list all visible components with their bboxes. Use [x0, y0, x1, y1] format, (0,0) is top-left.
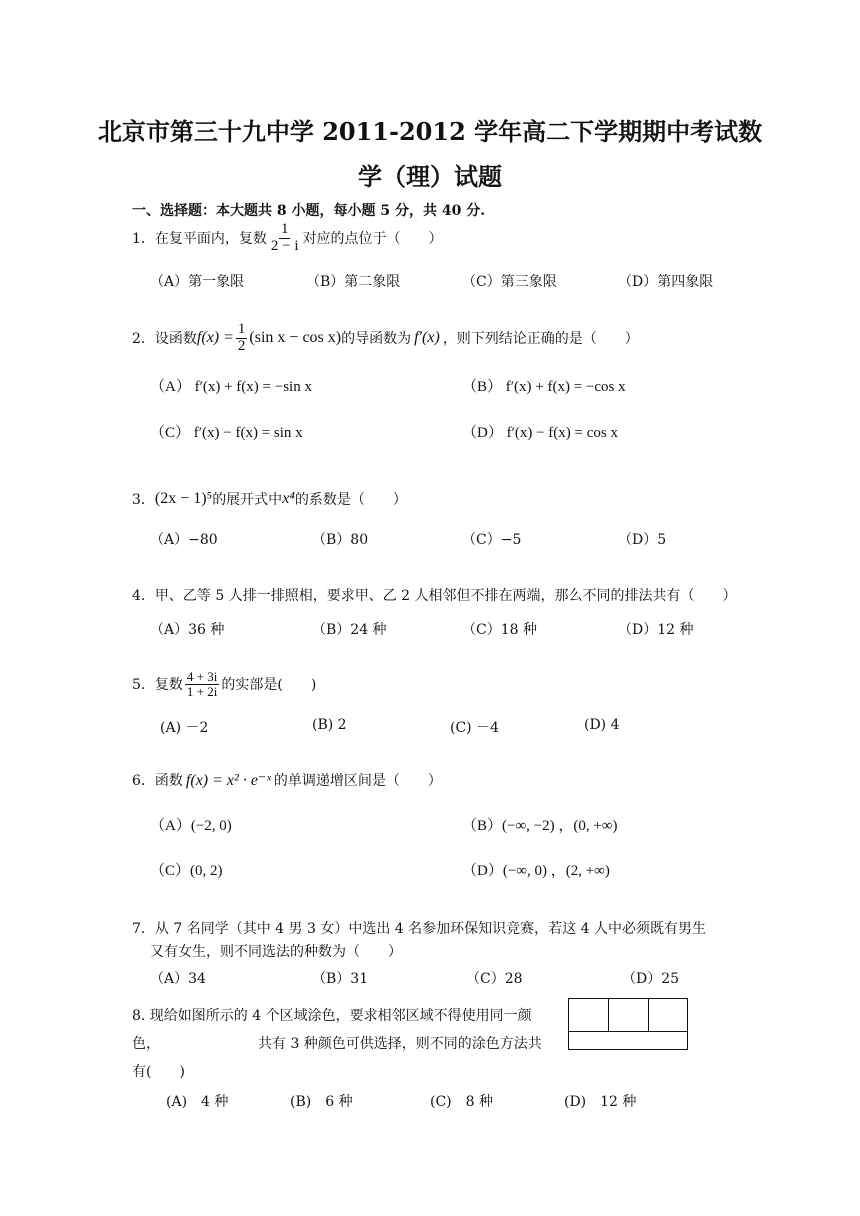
- question-1-fraction-numerator: 1: [280, 221, 289, 237]
- page-title-line1: 北京市第三十九中学 2011-2012 学年高二下学期期中考试数: [97, 117, 763, 146]
- coloring-regions-figure: [568, 998, 688, 1050]
- question-2-option-c: （C） f′(x) − f(x) = sin x: [150, 425, 303, 441]
- page-title-line2: 学（理）试题: [358, 162, 502, 191]
- question-6-stem: [132, 770, 442, 790]
- region-2: [609, 999, 649, 1032]
- question-6-option-d: （D）(−∞, 0) ，(2, +∞): [462, 863, 610, 879]
- question-3-option-b: （B）80: [312, 532, 369, 548]
- question-2-fraction-denominator: 2: [237, 337, 246, 354]
- question-6-option-c: （C）(0, 2): [150, 863, 223, 879]
- question-2-option-b: （B） f′(x) + f(x) = −cos x: [462, 379, 626, 395]
- question-8-stem-line2b: 共有 3 种颜色可供选择，则不同的涂色方法共: [258, 1036, 542, 1052]
- question-2-stem-mid: 的导函数为: [341, 331, 412, 348]
- question-5-fraction-numerator: 4 + 3i: [186, 669, 218, 684]
- question-3-stem-mid: 的展开式中: [212, 492, 283, 508]
- question-7-option-a: （A）34: [150, 971, 206, 987]
- question-3-stem-post: 的系数是（ ）: [294, 492, 407, 508]
- region-4: [569, 1032, 687, 1049]
- question-2-option-d: （D） f′(x) − f(x) = cos x: [462, 425, 618, 441]
- question-4-option-a: （A）36 种: [150, 622, 225, 638]
- question-1-option-c: （C）第三象限: [462, 274, 557, 290]
- question-7-option-c: （C）28: [466, 971, 523, 987]
- question-5-stem: [132, 670, 316, 698]
- question-7-option-b: （B）31: [312, 971, 369, 987]
- question-4-stem: 4．甲、乙等 5 人排一排照相，要求甲、乙 2 人相邻但不排在两端，那么不同的排法共有（ ）: [132, 588, 737, 604]
- question-1-option-b: （B）第二象限: [306, 274, 401, 290]
- question-2-option-a: （A） f′(x) + f(x) = −sin x: [150, 379, 312, 395]
- question-2-stem-post: ，则下列结论正确的是（ ）: [442, 331, 639, 348]
- question-5-option-b: (B) 2: [312, 717, 347, 733]
- question-2-math-f: f(x) =: [196, 329, 234, 347]
- question-3-stem-pre: 3．: [132, 492, 155, 508]
- question-6-stem-pre: 6．函数: [132, 773, 183, 789]
- region-1: [569, 999, 609, 1032]
- question-1-stem: [132, 222, 443, 255]
- question-8-option-b: (B) 6 种: [290, 1094, 353, 1110]
- question-4-option-d: （D）12 种: [618, 622, 694, 638]
- region-3: [649, 999, 688, 1032]
- question-3-option-d: （D）5: [618, 532, 667, 548]
- question-6-stem-post: 的单调递增区间是（ ）: [273, 773, 442, 789]
- question-4-option-c: （C）18 种: [462, 622, 537, 638]
- question-5-fraction: [185, 670, 219, 698]
- question-6-math-function: f(x) = x² · e⁻ˣ: [185, 772, 271, 789]
- question-3-math-power: x⁴: [282, 490, 295, 507]
- question-5-option-c: (C) －4: [450, 720, 499, 736]
- question-4-option-b: （B）24 种: [312, 622, 387, 638]
- question-8-option-d: (D) 12 种: [564, 1094, 637, 1110]
- question-8-stem-line1: 8. 现给如图所示的 4 个区域涂色，要求相邻区域不得使用同一颜: [132, 1008, 532, 1024]
- question-5-fraction-denominator: 1 + 2i: [186, 683, 218, 699]
- question-1-option-d: （D）第四象限: [618, 274, 714, 290]
- section-heading: 一、选择题：本大题共 8 小题，每小题 5 分，共 40 分.: [132, 203, 486, 219]
- question-2-stem: [132, 322, 639, 355]
- question-2-stem-pre: 2．设函数: [132, 331, 197, 348]
- question-1-fraction-denominator: 2 − i: [270, 237, 299, 254]
- question-5-option-d: (D) 4: [584, 717, 620, 733]
- question-3-stem: [132, 489, 407, 509]
- question-5-stem-pre: 5．复数: [132, 677, 183, 694]
- question-8-stem-line2a: 色，: [132, 1036, 160, 1052]
- question-1-fraction: [269, 222, 301, 255]
- question-5-option-a: (A) －2: [160, 720, 209, 736]
- question-8-stem-line3: 有( ): [132, 1064, 185, 1080]
- question-1-stem-pre: 1．在复平面内，复数: [132, 231, 267, 248]
- question-2-fraction: [236, 322, 248, 355]
- question-3-option-c: （C）−5: [462, 532, 522, 548]
- question-2-math-expr: (sin x − cos x): [249, 329, 342, 347]
- question-6-option-a: （A）(−2, 0): [150, 818, 232, 834]
- question-2-fraction-numerator: 1: [237, 321, 246, 337]
- question-8-option-c: (C) 8 种: [430, 1094, 493, 1110]
- question-3-option-a: （A）−80: [150, 532, 218, 548]
- question-6-option-b: （B）(−∞, −2) ，(0, +∞): [462, 818, 618, 834]
- question-5-stem-post: 的实部是( ): [221, 677, 317, 694]
- question-3-math-binomial: (2x − 1)⁵: [154, 490, 213, 507]
- question-1-option-a: （A）第一象限: [150, 274, 245, 290]
- question-8-option-a: (A) 4 种: [166, 1094, 229, 1110]
- question-7-option-d: （D）25: [622, 971, 680, 987]
- question-7-stem-line2: 又有女生，则不同选法的种数为（ ）: [150, 944, 402, 960]
- question-2-math-fprime: f′(x): [414, 329, 440, 347]
- question-1-stem-post: 对应的点位于（ ）: [302, 231, 443, 248]
- question-7-stem-line1: 7．从 7 名同学（其中 4 男 3 女）中选出 4 名参加环保知识竞赛，若这 4 人中必须既有男生: [132, 921, 706, 937]
